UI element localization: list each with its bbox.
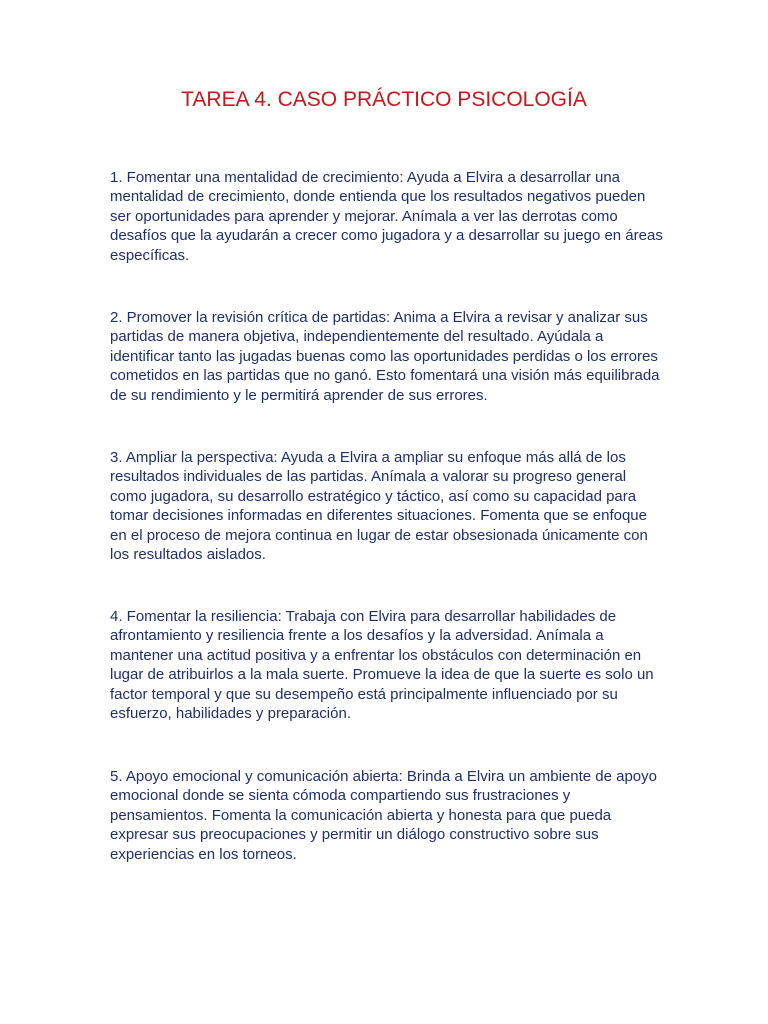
paragraph-4: 4. Fomentar la resiliencia: Trabaja con Elvira para desarrollar habilidades de afrontamiento y resiliencia frente a los desafíos y la adversidad. Anímala a mantener una actitud positiva y a enfrentar los obstáculos con determinación en lugar de atribuirlos a la mala suerte. Promueve la idea de que la suerte es solo un factor temporal y que su desempeño está principalmente influenciado por su esfuerzo, habilidades y preparación. <box>110 608 654 723</box>
paragraph-1: 1. Fomentar una mentalidad de crecimiento: Ayuda a Elvira a desarrollar una mentalidad de crecimiento, donde entienda que los resultados negativos pueden ser oportunidades para aprender y mejorar. Anímala a ver las derrotas como desafíos que la ayudarán a crecer como jugadora y a desarrollar su juego en áreas específicas. <box>110 169 663 264</box>
paragraph-2: 2. Promover la revisión crítica de partidas: Anima a Elvira a revisar y analizar sus partidas de manera objetiva, independientemente del resultado. Ayúdala a identificar tanto las jugadas buenas como las oportunidades perdidas o los errores cometidos en las partidas que no ganó. Esto fomentará una visión más equilibrada de su rendimiento y le permitirá aprender de sus errores. <box>110 309 660 404</box>
paragraph-3: 3. Ampliar la perspectiva: Ayuda a Elvira a ampliar su enfoque más allá de los resultados individuales de las partidas. Anímala a valorar su progreso general como jugadora, su desarrollo estratégico y táctico, así como su capacidad para tomar decisiones informadas en diferentes situaciones. Fomenta que se enfoque en el proceso de mejora continua en lugar de estar obsesionada únicamente con los resultados aislados. <box>110 449 648 564</box>
page-title: TAREA 4. CASO PRÁCTICO PSICOLOGÍA <box>181 88 587 111</box>
paragraph-5: 5. Apoyo emocional y comunicación abierta: Brinda a Elvira un ambiente de apoyo emocional donde se sienta cómoda compartiendo sus frustraciones y pensamientos. Fomenta la comunicación abierta y honesta para que pueda expresar sus preocupaciones y permitir un diálogo constructivo sobre sus experiencias en los torneos. <box>110 768 657 863</box>
